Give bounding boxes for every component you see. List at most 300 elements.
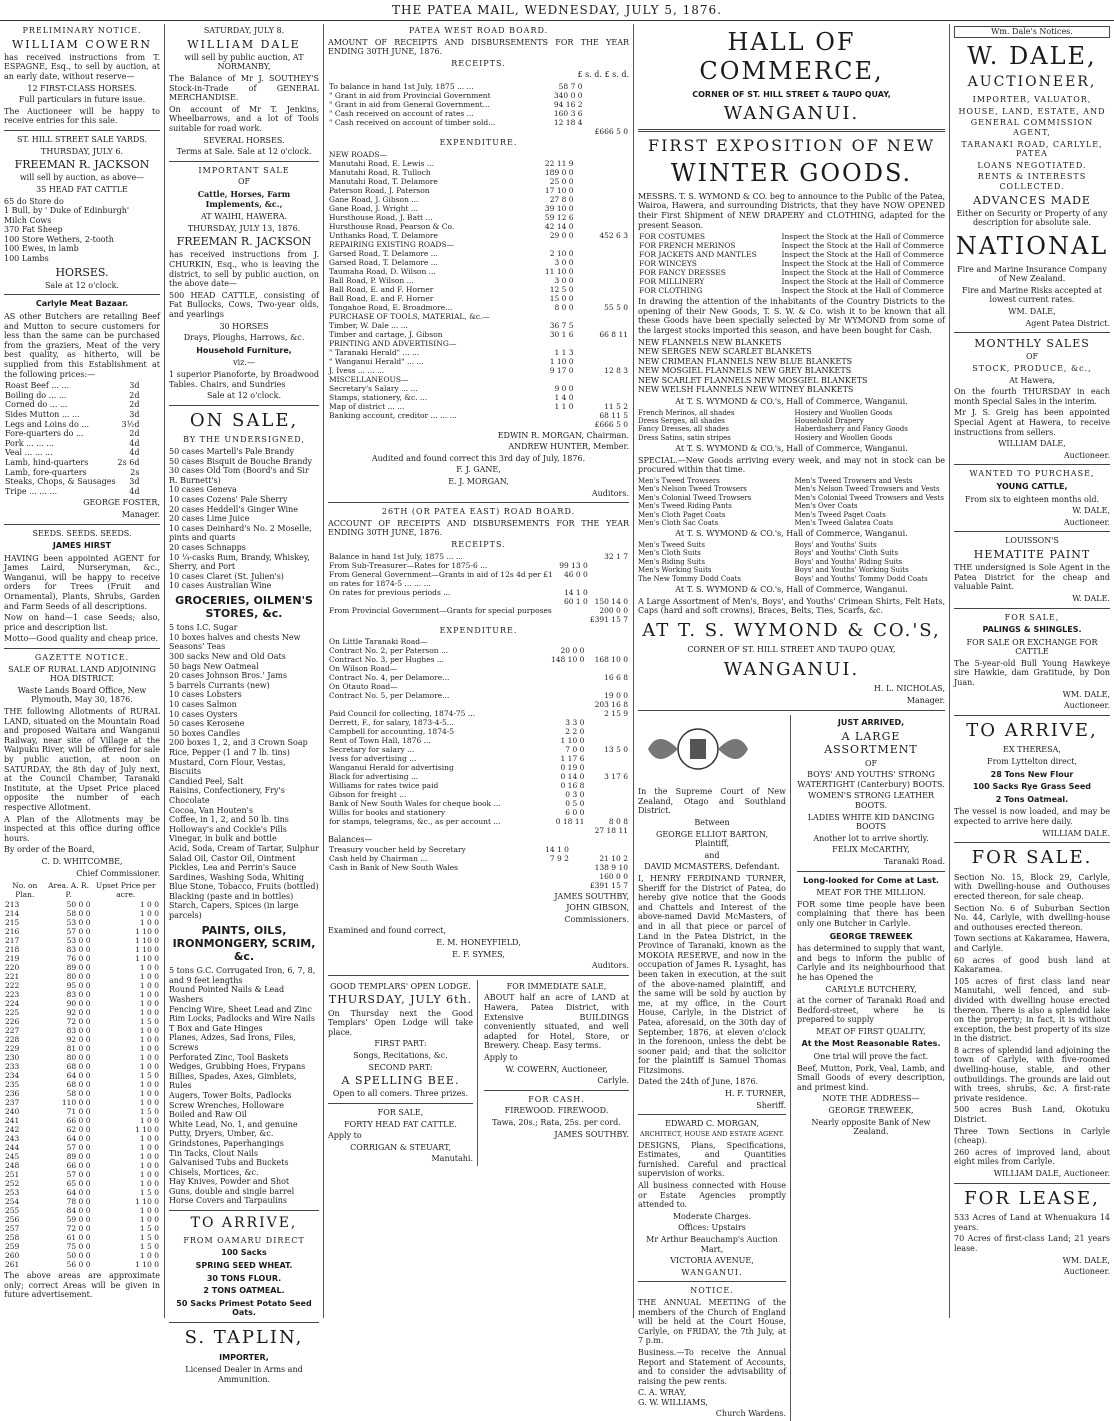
receipt-row-cell: 12 18 4 — [553, 117, 583, 127]
allotment-row-cell: 1 0 0 — [139, 1089, 159, 1099]
receipt-row-2-cell: On rates for previous periods ... — [329, 587, 451, 597]
expenditure-cell — [575, 357, 629, 366]
barton: GEORGE ELLIOT BARTON, Plaintiff, — [655, 829, 769, 849]
hall-of-commerce: HALL OF COMMERCE, — [699, 28, 884, 85]
balance-row-cell: 7 9 2 — [549, 853, 569, 863]
price-row-cell: 4d — [129, 448, 140, 458]
expenditure-row-2 — [328, 718, 629, 727]
piano: 1 superior Pianoforte, by Broadwood Tables. Chairs, and Sundries — [169, 370, 319, 389]
corner-road: at the corner of Taranaki Road and Bedford-street, where he is prepared to supply — [797, 996, 945, 1025]
expenditure-row-2 — [328, 646, 629, 655]
receipt-row-cell — [328, 127, 544, 136]
templars-ad — [328, 980, 478, 1166]
examined: Examined and found correct, — [328, 926, 447, 936]
expenditure-cell: 12 5 0 — [549, 284, 574, 294]
allotment-row-cell: 1 5 0 — [139, 1107, 159, 1117]
receipts-heading: RECEIPTS. — [451, 58, 506, 68]
grocery-item: Coffee, in 1, 2, and 50 lb. tins — [169, 815, 289, 825]
expenditure-cell: 17 10 0 — [544, 185, 574, 195]
allotment-row-cell: 224 — [5, 999, 20, 1009]
price-row-cell: Lamb, fore-quarters — [5, 467, 87, 477]
templars-title: GOOD TEMPLARS' OPEN LODGE. — [330, 981, 471, 991]
price-row — [4, 381, 141, 391]
grocery-item: Sardines, Washing Soda, Whiting — [169, 872, 305, 882]
expenditure-row-2 — [328, 808, 629, 817]
expenditure-row-2-cell — [585, 763, 629, 772]
auctioneer-3: Auctioneer. — [1063, 517, 1110, 527]
w-dale-3: W. DALE. — [1072, 593, 1110, 603]
receipt-row-2-cell: 46 0 0 — [563, 569, 588, 579]
liquor-item: 20 cases Lime Juice — [169, 514, 250, 524]
receipts-heading-2: RECEIPTS. — [451, 539, 506, 549]
monthly: MONTHLY SALES — [974, 337, 1090, 351]
fj-name: FREEMAN R. JACKSON — [176, 235, 312, 249]
column-4 — [634, 24, 950, 1419]
allotment-row-cell: 61 0 0 — [66, 1233, 91, 1243]
expenditure-row-2 — [328, 826, 629, 835]
expenditure-cell: " Wanganui Herald" ... ... — [329, 356, 424, 366]
allotment-row — [4, 936, 160, 945]
allotment-row-cell: 90 0 0 — [66, 999, 91, 1009]
carlyle: Carlyle. — [597, 1076, 629, 1086]
expenditure-row — [328, 366, 629, 375]
expenditure-row-2-cell: 20 0 0 — [560, 646, 585, 656]
receipt-row-2-cell — [558, 606, 589, 615]
allotment-row-cell: 72 0 0 — [66, 1224, 91, 1234]
expenditure-row-2-cell — [585, 682, 629, 691]
allotment-row-cell: 80 0 0 — [66, 972, 91, 982]
liquor-item: 10 cases Deinhard's No. 2 Moselle, pints and quarts — [169, 523, 312, 543]
sale-item: Three Town Sections in Carlyle (cheap). — [954, 1126, 1110, 1146]
expenditure-row — [328, 204, 629, 213]
paint-item: Chisels, Mortices, &c. — [169, 1167, 259, 1177]
expenditure-row — [328, 330, 629, 339]
horses-heading: HORSES. — [55, 265, 109, 279]
expenditure-row-2-cell — [585, 799, 629, 808]
another: Another lot to arrive shortly. — [813, 833, 929, 843]
allotment-row-cell: 57 0 0 — [66, 927, 91, 937]
balances-label: Balances— — [328, 835, 373, 845]
some-time: FOR some time people have been complaining that there has been only one Butcher in Carlyle. — [797, 899, 945, 928]
allotment-row-cell: 50 0 0 — [66, 1251, 91, 1261]
grocery-item: Blue Stone, Tobacco, Fruits (bottled) — [169, 882, 319, 892]
allotment-row — [4, 1026, 160, 1035]
price-row — [4, 477, 141, 487]
expenditure-cell — [575, 186, 629, 195]
balance-row — [328, 854, 629, 863]
paint-item: Augers, Tower Bolts, Padlocks — [169, 1090, 292, 1100]
expenditure-cell: Taumaha Road, D. Wilson ... — [329, 266, 436, 276]
expenditure-cell: Timber, W. Dale ... ... — [329, 320, 408, 330]
expenditure-row-2-cell: Campbell for accounting, 1874-5 — [329, 727, 455, 737]
gane: F. J. GANE, — [456, 465, 501, 475]
manager: Manager. — [906, 696, 945, 706]
flour-30: 30 TONS FLOUR. — [206, 1273, 282, 1283]
allotment-row-cell: 1 0 0 — [139, 909, 159, 919]
allotment-row — [4, 1179, 160, 1188]
templars-date: THURSDAY, JULY 6th. — [328, 993, 473, 1007]
expenditure-row-2-cell: 0 3 0 — [565, 790, 585, 800]
dale-stock: The Balance of Mr J. SOUTHEY'S Stock-in-Trade of GENERAL MERCHANDISE. — [169, 73, 319, 103]
allotment-row — [4, 981, 160, 990]
price-row-cell: Veal ... ... ... — [5, 448, 53, 458]
grocery-item: 50 bags New Oatmeal — [169, 661, 259, 671]
allotment-row-cell: 92 0 0 — [66, 1035, 91, 1045]
sale-items — [954, 873, 1110, 1167]
for-row — [638, 241, 945, 250]
price-row-cell: Roast Beef ... ... — [5, 381, 70, 391]
allotment-row-cell: 59 0 0 — [66, 1215, 91, 1225]
paint-item: Round Pointed Nails & Lead Washers — [169, 985, 285, 1004]
allotment-row-cell: 53 0 0 — [66, 936, 91, 946]
potato-oats: 50 Sacks Primest Potato Seed Oats. — [176, 1298, 312, 1318]
grocery-item: 10 cases Oysters — [169, 709, 238, 719]
expenditure-heading: EXPENDITURE. — [439, 137, 518, 147]
grocery-item: 5 barrels Currants (new) — [169, 680, 270, 690]
allotment-row-cell: 228 — [5, 1035, 20, 1045]
notice: NOTICE. — [690, 1286, 734, 1296]
allotment-row-cell: 1 10 0 — [135, 927, 159, 937]
allotment-row-cell: 64 0 0 — [66, 1134, 91, 1144]
lyttelton: From Lyttelton direct, — [987, 757, 1077, 767]
expenditure-cell: Secretary's Salary ... ... — [329, 383, 418, 393]
hirst-name: JAMES HIRST — [52, 541, 112, 551]
price-row-cell: Sides Mutton ... ... — [5, 409, 80, 419]
expenditure-cell: Gane Road, J. Gibson ... — [329, 194, 419, 204]
table-header: No. on Plan. — [12, 881, 38, 900]
receipt-row-cell — [584, 118, 629, 127]
expenditure-cell — [575, 222, 629, 231]
expenditure-cell: Gane Road, J. Wright ... — [329, 203, 419, 213]
william-dale-3: WILLIAM DALE, Auctioneer. — [993, 1169, 1110, 1179]
receipt-row-cell — [584, 109, 629, 118]
section-heading: NEW ROADS— — [329, 149, 387, 159]
for-row-cell: FOR FANCY DRESSES — [639, 268, 726, 278]
for-row-cell: FOR CLOTHING — [639, 286, 703, 296]
thursday-13: THURSDAY, JULY 13, 1876. — [187, 223, 301, 233]
section-heading: PRINTING AND ADVERTISING— — [329, 338, 457, 348]
expenditure-cell: 1 1 0 — [554, 401, 574, 411]
expenditure-cell: 66 8 11 — [599, 329, 628, 339]
receipt-row — [328, 100, 629, 109]
allotment-row-cell: 214 — [5, 909, 20, 919]
receipt-row-cell: 94 16 2 — [553, 99, 583, 109]
fat-cattle: 35 HEAD FAT CATTLE — [36, 184, 128, 194]
allotment-row-cell: 76 0 0 — [66, 954, 91, 964]
allotment-row — [4, 1125, 160, 1134]
receipt-row-2 — [328, 552, 629, 561]
allotment-row-cell: 80 0 0 — [66, 1053, 91, 1063]
suit-item: Boys' and Youths' Riding Suits — [794, 557, 903, 566]
allotment-row-cell: 245 — [5, 1152, 20, 1162]
expenditure-cell: Garsed Road, T. Delamore ... — [329, 248, 438, 258]
price-row-cell: 3d — [129, 477, 140, 487]
expenditure-cell: Hursthouse Road, J. Batt ... — [329, 212, 433, 222]
treweek-2: GEORGE TREWEEK, — [828, 1106, 914, 1116]
tweed-item: Men's Tweed Galatea Coats — [794, 518, 894, 527]
designs: DESIGNS, Plans, Specifications, Estimates, and Quantities furnished. Careful and practical supervision of works. — [638, 1140, 786, 1179]
prelim-future: Full particulars in future issue. — [18, 95, 146, 105]
six: From six to eighteen months old. — [964, 494, 1100, 504]
allotment-row — [4, 1035, 160, 1044]
expenditure-row-2-cell — [542, 691, 586, 700]
immediate-title: FOR IMMEDIATE SALE, — [506, 981, 607, 991]
for-row-cell: Inspect the Stock at the Hall of Commerce — [781, 286, 944, 296]
expenditure-row-2-cell — [542, 709, 586, 718]
allotment-row — [4, 1080, 160, 1089]
grocery-item: Pickles, Lea and Perrin's Sauce — [169, 863, 297, 873]
open-to-all: Open to all comers. Three prizes. — [332, 1089, 469, 1099]
expenditure-cell — [575, 276, 629, 285]
allotment-row-cell: 64 0 0 — [66, 1071, 91, 1081]
receipt-row — [328, 118, 629, 127]
receipt-row-cell — [584, 100, 629, 109]
allotment-row-cell: 223 — [5, 990, 20, 1000]
expenditure-row-2-cell: On Wilson Road— — [329, 664, 398, 674]
fire: Fire and Marine Insurance Company of New Zealand. — [957, 264, 1107, 284]
receipt-row-2-cell: From General Government—Grants in aid of 12s 4d per £1 on rates for 1874-5 ... ... ... — [329, 569, 553, 588]
road-board-2: 26TH (OR PATEA EAST) ROAD BOARD. — [381, 507, 576, 517]
allotment-row-cell: 251 — [5, 1170, 20, 1180]
allotment-row-cell: 89 0 0 — [66, 1152, 91, 1162]
balance-row-cell: 21 10 2 — [599, 853, 628, 863]
allotment-row-cell: 50 0 0 — [66, 900, 91, 910]
allotment-row-cell: 1 0 0 — [139, 900, 159, 910]
expenditure-row-2-cell: 7 0 0 — [565, 745, 585, 755]
expenditure-row-2-cell — [585, 646, 629, 655]
expenditure-row-2 — [328, 682, 629, 691]
rural-plan: A Plan of the Allotments may be inspected at this office during office hours. — [4, 814, 160, 843]
allotment-row — [4, 1107, 160, 1116]
expenditure-cell: Timber and cartage, J. Gibson — [329, 329, 443, 339]
allotment-row-cell: 1 0 0 — [139, 990, 159, 1000]
allotment-row-cell: 248 — [5, 1161, 20, 1171]
meat-price-list — [4, 381, 160, 496]
wanganui-heading: WANGANUI. — [723, 103, 860, 125]
allotment-row-cell: 255 — [5, 1206, 20, 1216]
templars-body: On Thursday next the Good Templars' Open Lodge will take place. — [328, 1008, 473, 1037]
grocery-item: 10 cases Salmon — [169, 700, 237, 709]
allotment-row-cell: 254 — [5, 1197, 20, 1207]
expenditure-row-2-cell — [585, 754, 629, 763]
allotment-row — [4, 1152, 160, 1161]
undersigned: BY THE UNDERSIGNED, — [183, 435, 305, 445]
sale-12: Sale at 12 o'clock. — [206, 391, 282, 401]
vessel: The vessel is now loaded, and may be expected to arrive here daily. — [954, 807, 1110, 827]
for-row-cell: FOR FRENCH MERINOS — [639, 241, 736, 251]
allotment-row-cell: 1 0 0 — [139, 1143, 159, 1153]
expenditure-cell: 11 10 0 — [544, 266, 574, 276]
allotment-row-cell: 260 — [5, 1251, 20, 1261]
expenditure-cell: 3 0 0 — [554, 257, 574, 267]
expenditure-row-2 — [328, 772, 629, 781]
allotment-row-cell: 1 0 0 — [139, 999, 159, 1009]
tweed-item: Men's Colonial Tweed Trowsers and Vests — [794, 493, 944, 502]
allotment-row — [4, 1053, 160, 1062]
cowern: W. COWERN, Auctioneer, — [505, 1064, 608, 1074]
to-arrive: TO ARRIVE, — [966, 719, 1098, 741]
expenditure-cell — [575, 393, 629, 402]
expenditure-row-2 — [328, 655, 629, 664]
allotment-row-cell: 213 — [5, 900, 20, 910]
expenditure-row-2 — [328, 664, 629, 673]
expenditure-row-2-cell: 8 0 8 — [608, 817, 628, 827]
expenditure-row-2-cell: Rent of Town Hall, 1876 ... — [329, 736, 431, 746]
receipt-row — [328, 127, 629, 136]
offices: Offices: Upstairs — [678, 1223, 746, 1233]
allotment-row-cell: 1 0 0 — [139, 1053, 159, 1063]
expenditure-row-2-cell — [328, 826, 542, 835]
flannel-item: NEW MOSGIEL FLANNELS NEW GREY BLANKETS — [638, 366, 852, 376]
expenditure-cell: Manutahi Road, E. Lewis ... — [329, 158, 434, 168]
treweek: GEORGE TREWEEK — [829, 931, 913, 941]
morgan-chairman: EDWIN R. MORGAN, Chairman. — [497, 430, 629, 440]
expenditure-cell: 25 0 0 — [549, 176, 574, 186]
allotment-row-cell: 237 — [5, 1098, 20, 1108]
expenditure-cell — [575, 213, 629, 222]
note-address: NOTE THE ADDRESS— — [822, 1094, 920, 1104]
w-dale: W. DALE, — [967, 41, 1097, 70]
for-row — [638, 232, 945, 241]
nicholas: H. L. NICHOLAS, — [873, 684, 945, 694]
liquor-item: 10 cases Claret (St. Julien's) — [169, 571, 284, 581]
receipt-row-2-cell: 60 1 0 — [563, 596, 588, 606]
price-row-cell: Lamb, hind-quarters — [5, 457, 89, 467]
allotment-row-cell: 57 0 0 — [66, 1143, 91, 1153]
account-title-2: ACCOUNT OF RECEIPTS AND DISBURSEMENTS FOR THE YEAR ENDING 30TH JUNE, 1876. — [328, 518, 629, 538]
price-row — [4, 391, 141, 401]
morgan-arch: EDWARD C. MORGAN, — [665, 1119, 759, 1129]
allotment-row-cell: 218 — [5, 945, 20, 955]
expenditure-row-2-cell: Contract No. 5, per Delamore... — [329, 691, 450, 701]
hirst-hand: Now on hand—1 case Seeds; also, price and description list. — [4, 613, 160, 632]
allotment-row — [4, 1071, 160, 1080]
rents: RENTS & INTERESTS COLLECTED. — [977, 172, 1087, 191]
for-row — [638, 259, 945, 268]
expenditure-cell: Map of district ... ... — [329, 401, 405, 411]
allotment-row-cell: 89 0 0 — [66, 963, 91, 973]
allotment-row-cell: 68 0 0 — [66, 1080, 91, 1090]
allotment-row-cell: 229 — [5, 1044, 20, 1054]
allotment-row-cell: 1 10 0 — [135, 1197, 159, 1207]
allotment-row-cell: 1 10 0 — [135, 936, 159, 946]
expenditure-row-2-cell — [542, 682, 586, 691]
church-wardens: Church Wardens. — [715, 1409, 786, 1419]
of: OF — [1025, 352, 1039, 362]
allotment-row-cell: 1 0 0 — [139, 1026, 159, 1036]
receipt-row-2 — [328, 588, 629, 597]
winter-goods: WINTER GOODS. — [670, 158, 913, 187]
expenditure-cell — [575, 177, 629, 186]
morgan-ej: E. J. MORGAN, — [448, 476, 509, 486]
expenditure-cell — [575, 249, 629, 258]
oatmeal: 2 Tons Oatmeal. — [995, 794, 1069, 804]
expenditure-row-2 — [328, 781, 629, 790]
suits-grid — [638, 541, 945, 583]
expenditure-cell: 2 10 0 — [549, 248, 574, 258]
expenditure-row — [328, 348, 629, 357]
on-sale: ON SALE, — [189, 409, 299, 431]
gibson: JOHN GIBSON, — [566, 903, 629, 913]
wymond-line-4: At T. S. WYMOND & CO.'s, Hall of Commerce, Wanganui. — [675, 584, 908, 594]
merino-item: Dress Satins, satin stripes — [638, 433, 731, 442]
sale-item: Section No. 15, Block 29, Carlyle, with Dwelling-house and Outhouses erected thereon, for sale cheap. — [954, 872, 1110, 901]
first-body: Songs, Recitations, &c. — [353, 1051, 448, 1060]
price-row — [4, 487, 141, 497]
national: NATIONAL — [955, 231, 1109, 260]
allotment-row-cell: 1 5 0 — [139, 1017, 159, 1027]
expenditure-row-2 — [328, 790, 629, 799]
expenditure-row — [328, 195, 629, 204]
price-row — [4, 458, 141, 468]
receipt-row — [328, 109, 629, 118]
jenkins: On account of Mr T. Jenkins, Wheelbarrows, and a lot of Tools suitable for road work. — [169, 104, 319, 133]
allotment-row — [4, 1008, 160, 1017]
receipts-table — [328, 82, 629, 136]
receipt-row-2 — [328, 570, 629, 588]
fj-horses: 30 HORSES — [219, 321, 269, 331]
price-row-cell: 2s — [130, 467, 140, 477]
expenditure-row-2-cell — [542, 700, 586, 709]
allotment-row — [4, 1044, 160, 1053]
grocery-item: Holloway's and Cockle's Pills — [169, 824, 287, 834]
important-sale: IMPORTANT SALE — [198, 165, 290, 175]
liquor-item: 10 ¼-casks Rum, Brandy, Whiskey, Sherry, and Port — [169, 552, 310, 572]
expenditure-cell: 3 0 0 — [554, 275, 574, 285]
merino-item: Hosiery and Woollen Goods — [794, 433, 893, 442]
exchange: FOR SALE OR EXCHANGE FOR CATTLE — [966, 637, 1098, 657]
saturday-date: SATURDAY, JULY 8. — [203, 26, 285, 35]
allotment-row-cell: 241 — [5, 1116, 20, 1126]
receipt-row-cell: 58 7 0 — [558, 81, 583, 91]
court: In the Supreme Court of New Zealand, Otago and Southland District. — [638, 787, 786, 816]
price-row-cell: 2s 6d — [117, 457, 140, 467]
allotment-row-cell: 1 5 0 — [139, 1242, 159, 1252]
paint-item: Fencing Wire, Sheet Lead and Zinc — [169, 1004, 312, 1014]
allotment-row-cell: 84 0 0 — [66, 1206, 91, 1216]
allotment-row — [4, 1089, 160, 1098]
immediate-body: ABOUT half an acre of LAND at Hawera, Patea District, with Extensive BUILDINGS conveniently situated, and well adapted for Hotel, Store, or Brewery. Cheap. Easy terms. — [484, 993, 629, 1051]
chief-commissioner: Chief Commissioner. — [76, 868, 160, 878]
expenditure-row-2-cell: 3 3 0 — [565, 718, 585, 728]
receipt-row-cell — [584, 91, 629, 100]
taranaki-road: Taranaki Road. — [883, 856, 945, 866]
forty-cattle: FORTY HEAD FAT CATTLE. — [344, 1119, 457, 1129]
southby-2: JAMES SOUTHBY. — [554, 1129, 629, 1139]
liquor-item: 10 cases Australian Wine — [169, 581, 272, 591]
price-row-cell: 3d — [129, 381, 140, 391]
to-arrive: TO ARRIVE, — [190, 1215, 298, 1232]
allotment-row-cell: 1 0 0 — [139, 963, 159, 973]
account-title: AMOUNT OF RECEIPTS AND DISBURSEMENTS FOR THE YEAR ENDING 30TH JUNE, 1876. — [328, 37, 629, 57]
allotment-row-cell: 66 0 0 — [66, 1116, 91, 1126]
expenditure-row-2-cell: 0 5 0 — [565, 799, 585, 809]
allotment-row — [4, 918, 160, 927]
fj-cattle: 500 HEAD CATTLE, consisting of Fat Bullocks, Cows, Two-year olds, and yearlings — [169, 290, 319, 320]
balance-row — [328, 845, 629, 854]
allotment-row-cell: 65 0 0 — [66, 1179, 91, 1189]
receipt-row-cell — [544, 127, 583, 136]
grocery-item: 50 boxes Candles — [169, 728, 241, 738]
paint-item: Hay Knives, Powder and Shot — [169, 1177, 290, 1187]
expenditure-row-2-cell: 0 18 11 — [555, 817, 585, 827]
tweed-item: Men's Colonial Tweed Trowsers — [638, 493, 752, 502]
expenditure-row — [328, 285, 629, 294]
allotment-row-cell: 83 0 0 — [66, 1026, 91, 1036]
carlyle-meat-title: Carlyle Meat Bazaar. — [35, 299, 129, 309]
several-horses: SEVERAL HORSES. — [203, 135, 285, 145]
licensed: Licensed Dealer in Arms and Ammunition. — [185, 1365, 303, 1384]
